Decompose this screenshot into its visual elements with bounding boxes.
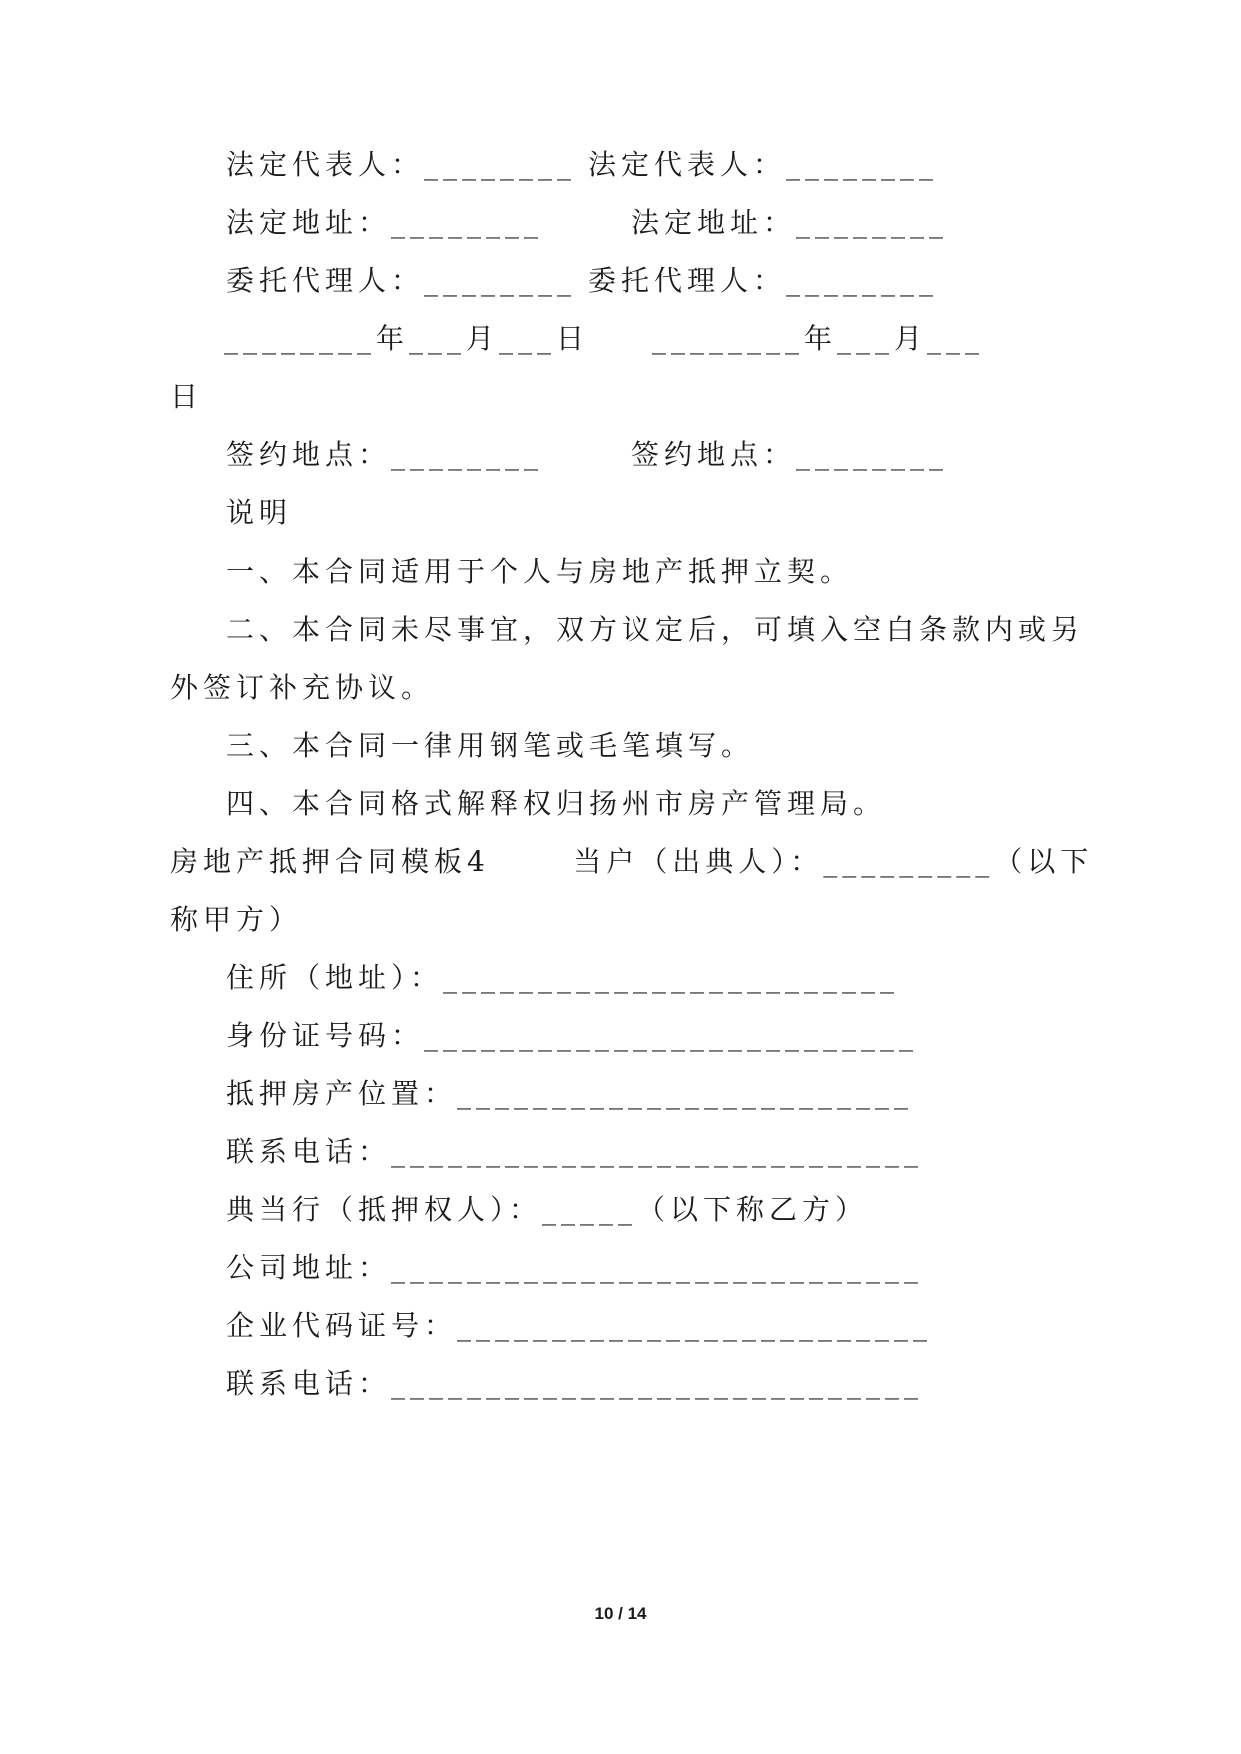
field-phone-2: 联系电话：____________________________ (226, 1367, 924, 1400)
addr-left: 法定地址：________ (226, 206, 544, 239)
rep-right: 法定代表人：________ (588, 148, 939, 181)
note-2-wrap: 外签订补充协议。 (170, 671, 435, 704)
field-pawnshop: 典当行（抵押权人）：_____（以下称乙方） (226, 1193, 869, 1226)
page-number: 10 / 14 (594, 1604, 647, 1623)
field-id-number: 身份证号码：__________________________ (226, 1019, 919, 1052)
notes-heading: 说明 (226, 496, 293, 529)
note-1: 一、本合同适用于个人与房地产抵押立契。 (226, 555, 854, 588)
field-property-location: 抵押房产位置：________________________ (226, 1077, 914, 1110)
field-address: 住所（地址）：________________________ (226, 961, 900, 994)
date-right-wrap: 日 (170, 380, 204, 413)
field-phone-1: 联系电话：____________________________ (226, 1135, 924, 1168)
note-2: 二、本合同未尽事宜，双方议定后，可填入空白条款内或另 (226, 613, 1085, 646)
date-right: ________年___月___ (652, 322, 985, 355)
note-3: 三、本合同一律用钢笔或毛笔填写。 (226, 729, 755, 762)
addr-right: 法定地址：________ (631, 206, 949, 239)
template4-title-wrap: 称甲方） (170, 903, 303, 936)
agent-left: 委托代理人：________ (226, 264, 577, 297)
date-left: ________年___月___日 (224, 322, 590, 355)
place-left: 签约地点：________ (226, 438, 544, 471)
template4-title-line: 房地产抵押合同模板4 当户（出典人）：_________（以下 (170, 845, 1094, 878)
agent-right: 委托代理人：________ (588, 264, 939, 297)
note-4: 四、本合同格式解释权归扬州市房产管理局。 (226, 787, 887, 820)
field-company-code: 企业代码证号：_________________________ (226, 1309, 933, 1342)
rep-left: 法定代表人：________ (226, 148, 577, 181)
field-company-address: 公司地址：____________________________ (226, 1251, 924, 1284)
place-right: 签约地点：________ (631, 438, 949, 471)
